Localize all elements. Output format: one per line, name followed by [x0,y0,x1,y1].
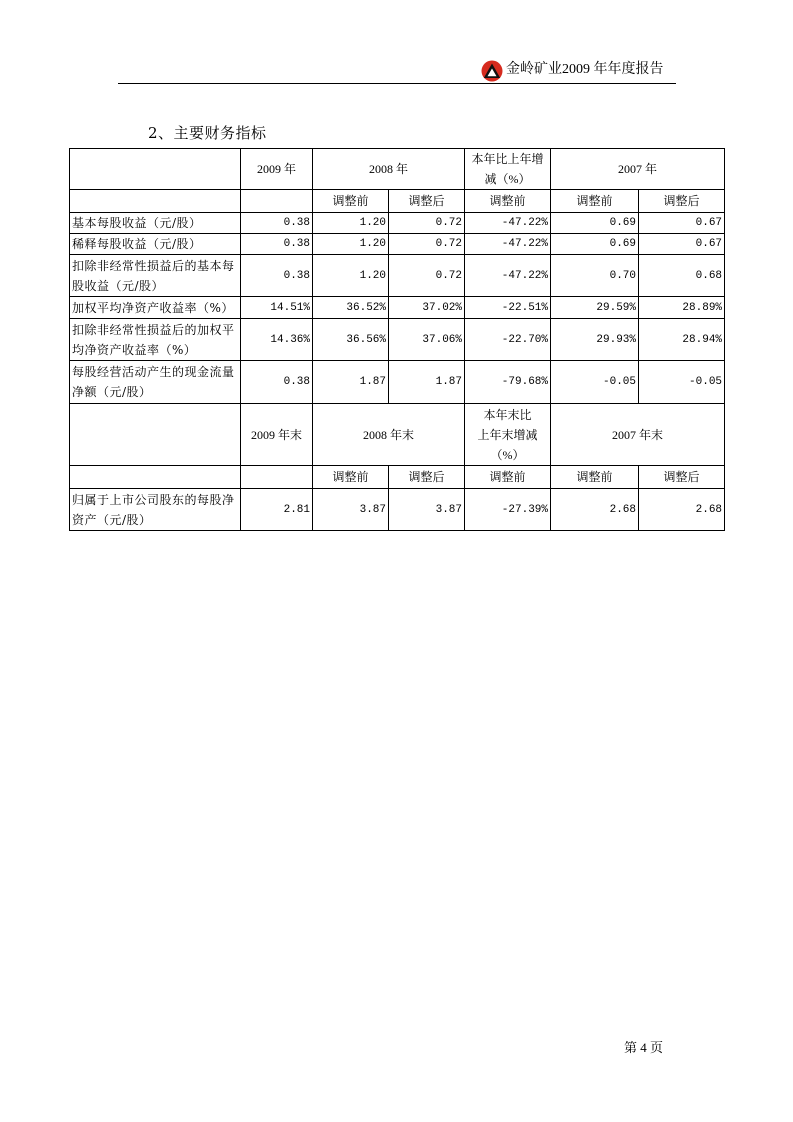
subheader-change-before: 调整前 [465,190,551,213]
value-2007-after: 0.68 [639,255,725,297]
value-2008-before: 1.87 [313,361,389,404]
value-change: -22.70% [465,319,551,361]
header-2009: 2009 年 [241,149,313,190]
header-change-line: 上年末增减 [477,427,538,442]
header-change-line: （%） [490,447,525,462]
value-2007-after: 0.67 [639,234,725,255]
value-2009: 14.36% [241,319,313,361]
table-subheader-row [70,190,725,213]
value-2008-after: 3.87 [389,489,465,531]
subheader-change-before: 调整前 [465,466,551,489]
value-2007-after: 0.67 [639,213,725,234]
value-2008-before: 1.20 [313,213,389,234]
header-rule [118,83,676,84]
header-2008: 2008 年 [313,149,465,190]
header-change-line: 减（%） [484,172,531,186]
value-2009: 0.38 [241,234,313,255]
value-2008-before: 36.52% [313,297,389,319]
value-2007-before: 29.59% [551,297,639,319]
table-subheader-row [70,466,725,489]
value-2007-after: -0.05 [639,361,725,404]
metric-label: 扣除非经常性损益后的基本每股收益（元/股） [70,255,241,297]
table-row [70,255,725,297]
value-2007-before: 0.69 [551,213,639,234]
header-change [465,149,551,190]
value-change: -22.51% [465,297,551,319]
header-change-line: 本年比上年增 [471,152,544,166]
metric-label: 每股经营活动产生的现金流量净额（元/股） [70,361,241,404]
value-2007-after: 28.94% [639,319,725,361]
value-change: -47.22% [465,213,551,234]
table-row [70,297,725,319]
value-2008-after: 37.02% [389,297,465,319]
value-2009: 2.81 [241,489,313,531]
value-2008-before: 36.56% [313,319,389,361]
header-year-end-2008: 2008 年末 [313,404,465,466]
subheader-2008-after: 调整后 [389,190,465,213]
subheader-2007-after: 调整后 [639,190,725,213]
subheader-2007-after: 调整后 [639,466,725,489]
subheader-2008-before: 调整前 [313,466,389,489]
table-row [70,489,725,531]
value-2007-before: 0.70 [551,255,639,297]
value-2008-after: 0.72 [389,255,465,297]
jinling-logo-icon [481,60,503,82]
table-row [70,319,725,361]
subheader-blank-cell [70,190,241,213]
value-2008-after: 1.87 [389,361,465,404]
header-blank-cell [70,149,241,190]
value-2008-after: 37.06% [389,319,465,361]
value-2007-before: 29.93% [551,319,639,361]
metric-label: 基本每股收益（元/股） [70,213,241,234]
value-2007-before: 0.69 [551,234,639,255]
value-change: -47.22% [465,234,551,255]
value-change: -27.39% [465,489,551,531]
page-number: 第 4 页 [624,1040,664,1055]
value-2009: 0.38 [241,213,313,234]
value-2008-before: 1.20 [313,255,389,297]
value-2008-before: 1.20 [313,234,389,255]
value-2009: 14.51% [241,297,313,319]
subheader-blank-cell [241,190,313,213]
value-2007-before: -0.05 [551,361,639,404]
table-row [70,361,725,404]
subheader-blank-cell [241,466,313,489]
subheader-2007-before: 调整前 [551,190,639,213]
metric-label: 加权平均净资产收益率（%） [70,297,241,319]
metric-label: 稀释每股收益（元/股） [70,234,241,255]
table-header-row [70,149,725,190]
value-2009: 0.38 [241,255,313,297]
header-blank-cell [70,404,241,466]
table-header-row [70,404,725,466]
table-row [70,213,725,234]
value-2007-after: 2.68 [639,489,725,531]
header-2007: 2007 年 [551,149,725,190]
value-2007-after: 28.89% [639,297,725,319]
table-row [70,234,725,255]
metric-label: 扣除非经常性损益后的加权平均净资产收益率（%） [70,319,241,361]
subheader-2008-after: 调整后 [389,466,465,489]
value-2007-before: 2.68 [551,489,639,531]
financial-indicators-table [69,148,725,531]
value-2008-after: 0.72 [389,234,465,255]
value-change: -47.22% [465,255,551,297]
header-year-end-change [465,404,551,466]
value-2008-after: 0.72 [389,213,465,234]
header-year-end-2007: 2007 年末 [551,404,725,466]
header-year-end-2009: 2009 年末 [241,404,313,466]
section-title: 2、主要财务指标 [148,124,267,142]
value-2009: 0.38 [241,361,313,404]
value-change: -79.68% [465,361,551,404]
subheader-blank-cell [70,466,241,489]
value-2008-before: 3.87 [313,489,389,531]
header-change-line: 本年末比 [483,407,532,422]
metric-label: 归属于上市公司股东的每股净资产（元/股） [70,489,241,531]
subheader-2007-before: 调整前 [551,466,639,489]
report-title: 金岭矿业2009 年年度报告 [506,62,664,77]
subheader-2008-before: 调整前 [313,190,389,213]
